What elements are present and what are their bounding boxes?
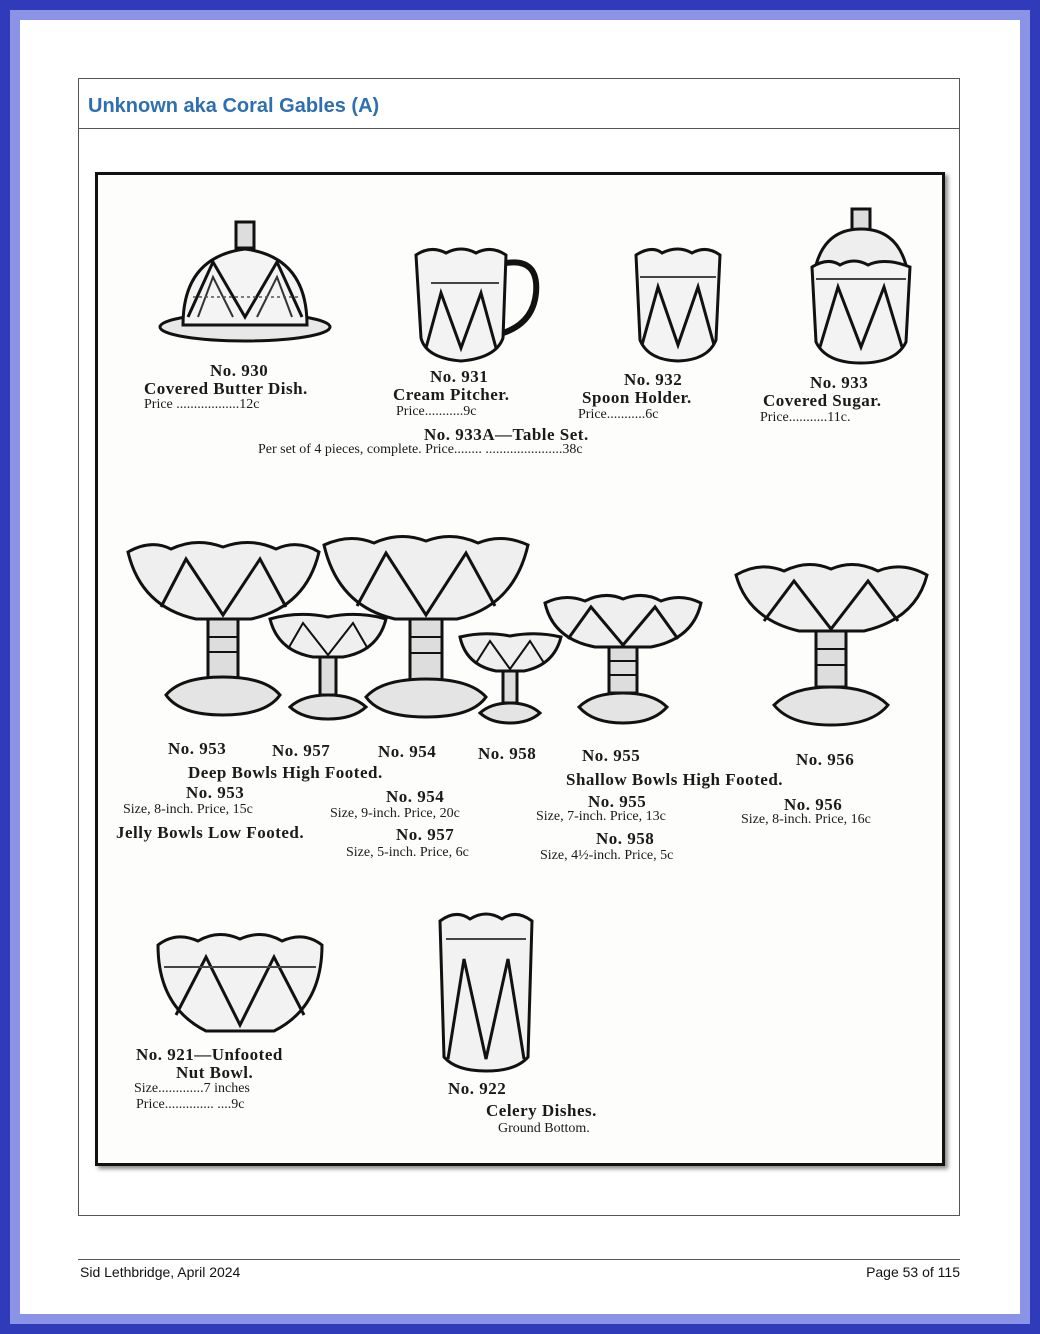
label-953: No. 953 — [168, 739, 227, 758]
cream-pitcher-image — [411, 243, 541, 365]
deep-bowls-heading: Deep Bowls High Footed. — [188, 763, 383, 782]
catalog-scan — [95, 172, 945, 1166]
celery-dish-image — [436, 909, 536, 1073]
detail-955: No. 955 — [588, 792, 647, 811]
spoon-holder-image — [632, 245, 724, 363]
jelly-bowls-heading: Jelly Bowls Low Footed. — [116, 823, 305, 842]
footer-author: Sid Lethbridge, April 2024 — [80, 1264, 241, 1280]
item-930-number: No. 930 — [210, 361, 269, 380]
item-921-name: Nut Bowl. — [176, 1063, 254, 1082]
item-930-price: Price ..................12c — [144, 397, 260, 412]
detail-956: No. 956 — [784, 795, 843, 814]
shallow-bowl-955-image — [543, 591, 703, 726]
item-930-name: Covered Butter Dish. — [144, 379, 308, 398]
item-921-size: Size.............7 inches — [134, 1081, 250, 1096]
item-932-number: No. 932 — [624, 370, 683, 389]
item-933-name: Covered Sugar. — [763, 391, 882, 410]
table-set-price: Per set of 4 pieces, complete. Price........ ......................38c — [258, 442, 583, 457]
shallow-bowls-heading: Shallow Bowls High Footed. — [566, 770, 784, 789]
butter-dish-image — [158, 217, 333, 347]
size-958: Size, 4½-inch. Price, 5c — [540, 848, 674, 863]
size-953: Size, 8-inch. Price, 15c — [123, 802, 253, 817]
item-933-price: Price...........11c. — [760, 410, 851, 425]
label-955: No. 955 — [582, 746, 641, 765]
item-922-subtitle: Ground Bottom. — [498, 1121, 590, 1136]
label-954: No. 954 — [378, 742, 437, 761]
item-922-name: Celery Dishes. — [486, 1101, 597, 1120]
item-921-price: Price.............. ....9c — [136, 1097, 245, 1112]
footer-page-number: Page 53 of 115 — [866, 1264, 960, 1280]
covered-sugar-image — [806, 207, 916, 367]
label-956: No. 956 — [796, 750, 855, 769]
size-956: Size, 8-inch. Price, 16c — [741, 812, 871, 827]
nut-bowl-image — [154, 927, 326, 1039]
document-page — [20, 20, 1020, 1314]
detail-953: No. 953 — [186, 783, 245, 802]
item-932-name: Spoon Holder. — [582, 388, 692, 407]
table-set-title: No. 933A—Table Set. — [424, 425, 589, 444]
footer-divider — [78, 1259, 960, 1260]
detail-958: No. 958 — [596, 829, 655, 848]
detail-957: No. 957 — [396, 825, 455, 844]
item-921-number: No. 921—Unfooted — [136, 1045, 283, 1064]
item-931-name: Cream Pitcher. — [393, 385, 510, 404]
detail-954: No. 954 — [386, 787, 445, 806]
label-958: No. 958 — [478, 744, 537, 763]
size-957: Size, 5-inch. Price, 6c — [346, 845, 469, 860]
item-932-price: Price...........6c — [578, 407, 659, 422]
item-922-number: No. 922 — [448, 1079, 507, 1098]
item-931-number: No. 931 — [430, 367, 489, 386]
content-box — [78, 78, 960, 1216]
item-931-price: Price...........9c — [396, 404, 477, 419]
size-954: Size, 9-inch. Price, 20c — [330, 806, 460, 821]
size-955: Size, 7-inch. Price, 13c — [536, 809, 666, 824]
label-957: No. 957 — [272, 741, 331, 760]
item-933-number: No. 933 — [810, 373, 869, 392]
page-title: Unknown aka Coral Gables (A) — [79, 79, 959, 129]
shallow-bowl-956-image — [734, 559, 929, 729]
